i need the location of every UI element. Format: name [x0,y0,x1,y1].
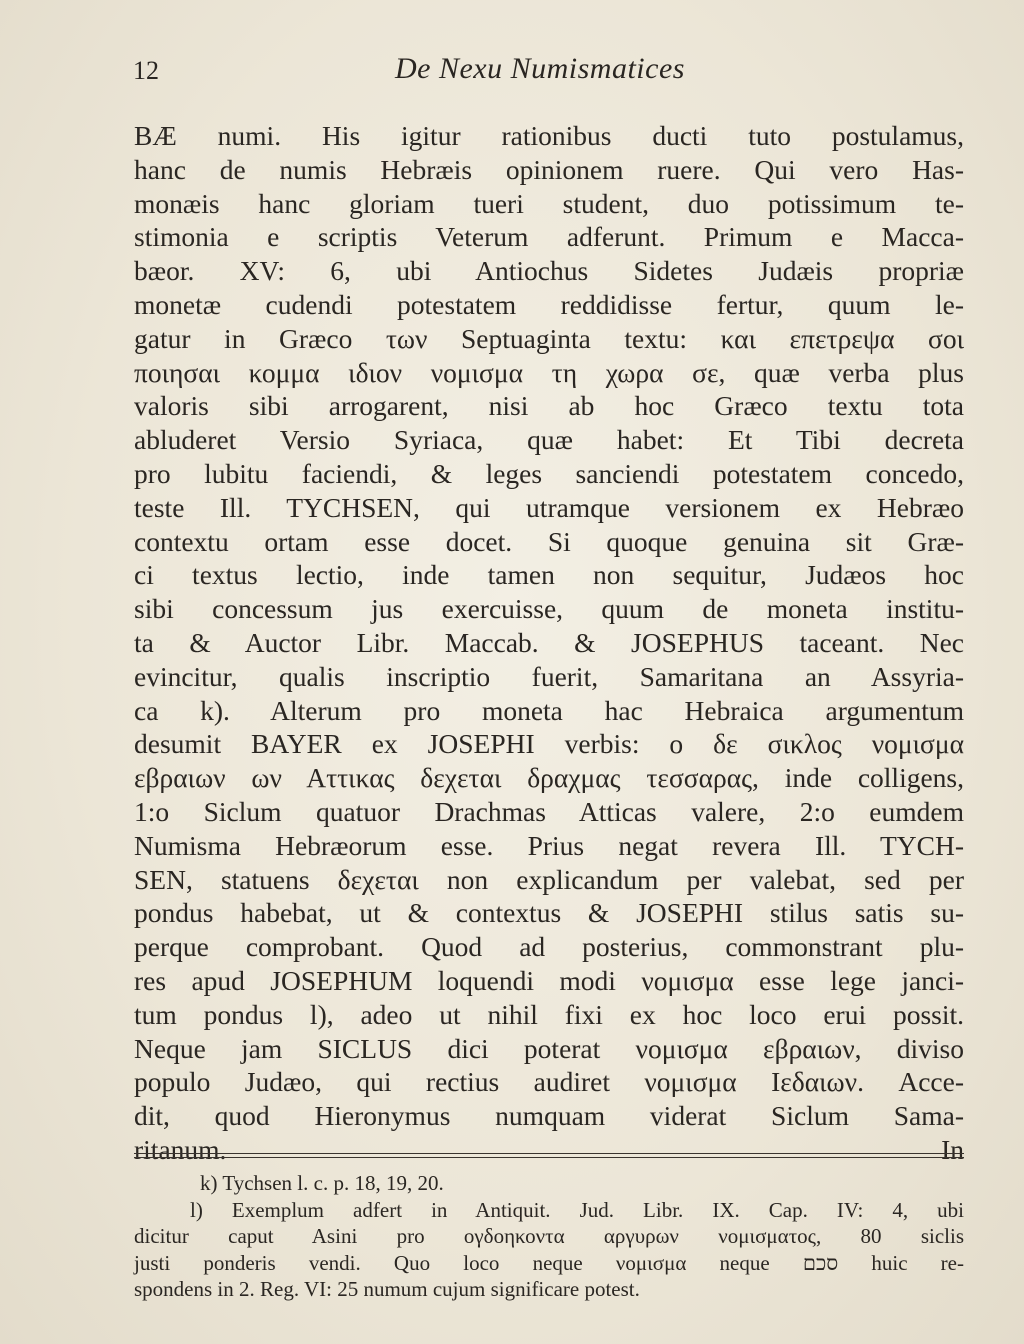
text-line-content: res apud JOSEPHUM loquendi modi νομισμα esse lege janci- [134,964,964,996]
text-line-content: dit, quod Hieronymus numquam viderat Siclum Sama- [134,1100,964,1132]
text-line-content: gatur in Græco των Septuaginta textu: και επετρεψα σοι [134,322,964,354]
footnote-l-line-text: spondens in 2. Reg. VI: 25 numum cujum significare potest. [134,1277,640,1301]
text-line [134,998,964,1032]
text-line [134,322,964,356]
text-line-content: Neque jam SICLUS dici poterat νομισμα εβραιων, diviso [134,1032,964,1064]
text-line [134,694,964,728]
text-line-content: populo Judæo, qui rectius audiret νομισμα Ιεδαιων. Acce- [134,1066,964,1098]
text-line [134,592,964,626]
text-line [134,930,964,964]
text-line-content: hanc de numis Hebræis opinionem ruere. Qui vero Has- [134,153,964,185]
footnote-l-line [134,1223,964,1250]
text-line [134,153,964,187]
text-line-content: ca k). Alterum pro moneta hac Hebraica argumentum [134,694,964,726]
text-line [134,356,964,390]
footnote-rule-upper [134,1153,964,1154]
footnote-rule-lower [134,1157,964,1158]
text-line-content: bæor. XV: 6, ubi Antiochus Sidetes Judæis propriæ [134,255,964,287]
page-number: 12 [133,56,159,85]
text-line-content: pondus habebat, ut & contextus & JOSEPHI stilus satis su- [134,897,964,929]
text-line-content: pro lubitu faciendi, & leges sanciendi potestatem concedo, [134,457,964,489]
text-line-content: ci textus lectio, inde tamen non sequitur, Judæos hoc [134,559,964,591]
text-line [134,626,964,660]
text-line [134,896,964,930]
text-line [134,1032,964,1066]
text-line-content: contextu ortam esse docet. Si quoque genuina sit Græ- [134,525,964,557]
text-line-content: BÆ numi. His igitur rationibus ducti tuto postulamus, [134,120,964,151]
text-line [134,457,964,491]
text-line-content: abluderet Versio Syriaca, quæ habet: Et Tibi decreta [134,424,964,456]
text-line [134,491,964,525]
text-line [134,795,964,829]
text-line [134,863,964,897]
text-line-content: valoris sibi arrogarent, nisi ab hoc Græco textu tota [134,390,964,422]
footnote-l-line [134,1250,964,1277]
text-line [134,254,964,288]
running-head [133,52,963,92]
text-line [134,288,964,322]
text-line-content: SEN, statuens δεχεται non explicandum per valebat, sed per [134,863,964,895]
footnotes [134,1170,964,1303]
footnote-l-line-text: dicitur caput Asini pro ογδοηκοντα αργυρων νομισματος, 80 siclis [134,1224,964,1248]
text-line [134,119,964,153]
footnote-l-line-text: justi ponderis vendi. Quo loco neque νομισμα neque סכם huic re- [134,1250,964,1275]
text-line-content: Numisma Hebræorum esse. Prius negat revera Ill. TYCH- [134,829,964,861]
text-line [134,220,964,254]
running-title: De Nexu Numismatices [395,52,685,85]
text-line-content: monæis hanc gloriam tueri student, duo potissimum te- [134,187,964,219]
text-line-content: monetæ cudendi potestatem reddidisse fertur, quum le- [134,288,964,320]
text-line [134,187,964,221]
text-line [134,829,964,863]
text-line [134,423,964,457]
footnote-l-line [134,1197,964,1224]
text-line-content: sibi concessum jus exercuisse, quum de moneta institu- [134,593,964,625]
text-line [134,1133,964,1167]
text-line-content: εβραιων ων Αττικας δεχεται δραχμας τεσσαρας, inde colligens, [134,762,964,794]
text-line-content: evincitur, qualis inscriptio fuerit, Samaritana an Assyria- [134,660,964,692]
text-line [134,727,964,761]
text-line [134,558,964,592]
text-line [134,964,964,998]
text-line-content: perque comprobant. Quod ad posterius, commonstrant plu- [134,931,964,963]
text-line-content: tum pondus l), adeo ut nihil fixi ex hoc loco erui possit. [134,998,964,1030]
text-line [134,761,964,795]
text-line-content: ποιησαι κομμα ιδιον νομισμα τη χωρα σε, quæ verba plus [134,356,964,388]
text-line-content: desumit BAYER ex JOSEPHI verbis: ο δε σικλος νομισμα [134,728,964,760]
text-line-content: stimonia e scriptis Veterum adferunt. Primum e Macca- [134,221,964,253]
footnote-k-text: k) Tychsen l. c. p. 18, 19, 20. [200,1171,444,1195]
text-line-content: 1:o Siclum quatuor Drachmas Atticas valere, 2:o eumdem [134,795,964,827]
text-line [134,525,964,559]
text-line [134,389,964,423]
footnote-separator [134,1153,964,1161]
text-line-content: ta & Auctor Libr. Maccab. & JOSEPHUS taceant. Nec [134,626,964,658]
footnote-l-line-text: l) Exemplum adfert in Antiquit. Jud. Libr. IX. Cap. IV: 4, ubi [190,1197,964,1222]
text-line-content: ritanum. In [134,1133,964,1165]
footnote-l-line [134,1276,964,1303]
text-line-content: teste Ill. TYCHSEN, qui utramque versionem ex Hebræo [134,491,964,523]
text-line [134,1099,964,1133]
text-line [134,660,964,694]
text-line [134,1065,964,1099]
main-text [134,119,964,1167]
footnote-k [134,1170,964,1197]
